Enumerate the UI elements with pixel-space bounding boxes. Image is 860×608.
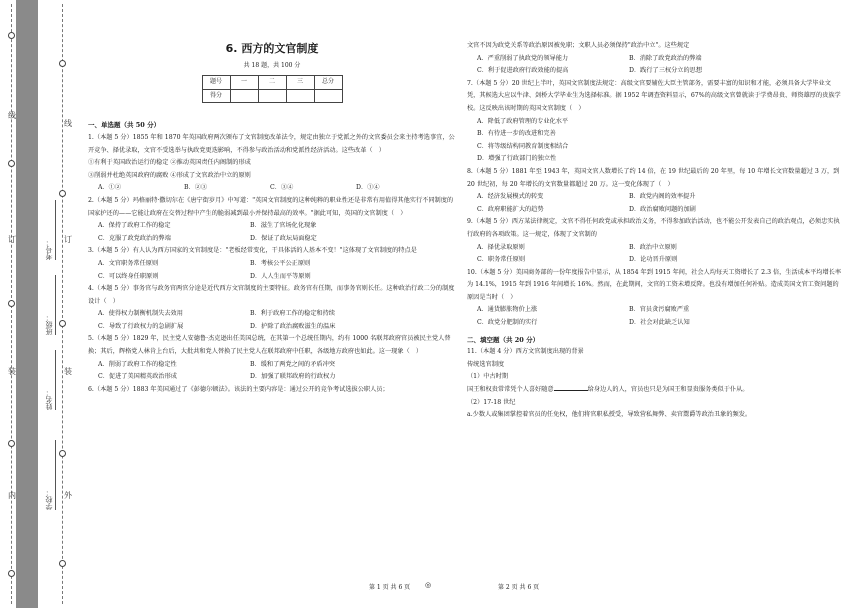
seal-char: 装 — [64, 367, 72, 376]
option-a[interactable]: A．经济发展模式的转变 — [477, 193, 544, 201]
section-heading: 二、填空题（共 20 分） — [467, 335, 540, 344]
option-d[interactable]: D．增强了行政部门的独立性 — [477, 155, 557, 163]
option-d[interactable]: D．加强了联邦政府的行政权力 — [250, 373, 336, 381]
question-line: 传统选官制度 — [467, 360, 505, 368]
page-number-right: 第 2 页 共 6 页 — [498, 584, 540, 591]
option-d[interactable]: D．人人生而平等原则 — [250, 272, 311, 280]
option-b[interactable]: B．政治中立原则 — [629, 243, 677, 251]
page-number-left: 第 1 页 共 6 页 — [369, 584, 411, 591]
exam-number-field[interactable]: 考号： — [44, 200, 56, 260]
question-6-continued: 文官不因为政党关系等政治原因被免职；文职人员必须保持"政治中立"。这些规定 — [467, 42, 690, 49]
binding-hole-icon — [8, 300, 15, 307]
section-heading: 一、单选题（共 50 分） — [88, 121, 161, 130]
option-a[interactable]: A．文官职务常任原则 — [98, 259, 159, 267]
binding-gray-strip — [16, 0, 38, 608]
option-a[interactable]: A．保持了政府工作的稳定 — [98, 222, 171, 230]
name-field[interactable]: 姓名： — [44, 350, 56, 410]
option-c[interactable]: C．可以终身任职原则 — [98, 272, 159, 280]
option-b[interactable]: B．考核公平公正原则 — [250, 259, 311, 267]
option-b[interactable]: B．②③ — [184, 184, 208, 192]
option-d[interactable]: D．①④ — [356, 184, 380, 192]
score-table-header: 总分 — [314, 76, 342, 90]
score-cell[interactable] — [230, 89, 258, 103]
binding-hole-icon — [59, 320, 66, 327]
fill-blank[interactable] — [554, 390, 588, 391]
line-text: 给身边人的人，官员也只是为国王和显贵服务类似于仆从。 — [587, 386, 749, 394]
option-a[interactable]: A．通货膨胀物价上涨 — [477, 306, 538, 314]
question-9 — [467, 216, 843, 266]
option-d[interactable]: D．保证了政坛局面稳定 — [250, 234, 317, 242]
seal-char: 订 — [8, 235, 16, 244]
question-stem: 11.（本题 4 分）西方文官制度出现的背景 — [467, 348, 584, 356]
question-2 — [88, 195, 456, 245]
question-stem: 8.（本题 5 分）1881 年至 1943 年，英国文官人数增长了约 14 倍，在 19 世纪最后的 20 年里，每 10 年增长文官数量超过 3 万，到 20 世纪初，每 20 年增长的文官数量都超过 20 万。这一变化体现了（ ） — [467, 167, 840, 188]
question-line: a.少数人或集团掌控着官员的任免权，他们将官职私授受，导致营私舞弊、卖官鬻爵等政治丑象的频发。 — [467, 411, 752, 419]
page-subtitle: 共 18 题，共 100 分 — [243, 61, 301, 69]
option-b[interactable]: B．消除了政党政治的弊端 — [629, 54, 702, 62]
option-a[interactable]: A．①② — [98, 184, 122, 192]
binding-hole-icon — [59, 60, 66, 67]
option-c[interactable]: C．导致了行政权力的急剧扩展 — [98, 322, 184, 330]
page-title: 6. 西方的文官制度 — [225, 42, 319, 55]
question-stem: 5.（本题 5 分）1829 年，民主党人安德鲁·杰克逊出任美国总统，在其第一个总统任期内，约有 1000 名联邦政府官员被民主党人替换；其后，辉格党人林肯上台后，大批共和党人替换了民主党人在联邦政府中任职，各级地方政府也如此。这一现象（ ） — [88, 335, 451, 356]
seal-char: 线 — [8, 111, 16, 120]
question-10 — [467, 267, 843, 330]
score-table-header: 二 — [258, 76, 286, 90]
question-1 — [88, 132, 456, 195]
seal-char: 订 — [64, 235, 72, 244]
score-cell[interactable] — [258, 89, 286, 103]
question-stem: 3.（本题 5 分）有人认为西方国家的文官制度是："老板经常变化，干具体活的人基本不变！"这体现了文官制度的特点是 — [88, 247, 417, 255]
option-c[interactable]: C．③④ — [270, 184, 294, 192]
center-mark-icon: ◎ — [425, 581, 432, 589]
option-b[interactable]: B．利于政府工作的稳定和持续 — [250, 310, 335, 318]
option-d[interactable]: D．政治腐败问题的加剧 — [629, 205, 696, 213]
question-stem: 1.（本题 5 分）1855 年和 1870 年英国政府两次颁布了文官制度改革法令，规定由独立于党派之外的文官委员会来主持考选事宜，公开竞争、择优录取，文官不受选举与执政党更迭影响，不得参与政治活动和党派性经济活动。这些改革（ ） — [88, 133, 455, 154]
question-8 — [467, 166, 843, 216]
option-b[interactable]: B．政党内阁的效率提升 — [629, 193, 696, 201]
score-cell[interactable] — [314, 89, 342, 103]
class-field[interactable]: 班级： — [44, 275, 56, 335]
seal-char: 内 — [8, 491, 16, 500]
question-stem: 7.（本题 5 分）20 世纪上半叶，英国文官制度法规定：高级文官要辅佐大臣主管部务，需要丰富的知识和才能，必须具备大学毕业文凭，其候选大应以牛津、剑桥大学毕业生为选择标准。据 1952 年调查资料显示，67%的高级文官曾就读于学费昂贵、师资雄厚的贵族学校。这反映出该时期的英国文官制度（ ） — [467, 79, 841, 112]
binding-hole-icon — [8, 32, 15, 39]
option-b[interactable]: B．有待进一步的改进和完善 — [477, 130, 556, 138]
question-4 — [88, 283, 456, 333]
score-table — [202, 75, 343, 103]
score-table-header: 三 — [286, 76, 314, 90]
page-1-column — [88, 40, 456, 396]
option-d[interactable]: D．护除了政治腐败滋生的温床 — [250, 322, 336, 330]
option-b[interactable]: B．官员贪污腐败严重 — [629, 306, 690, 314]
option-c[interactable]: C．政党分肥制的实行 — [477, 319, 538, 327]
score-table-header: 题号 — [202, 76, 230, 90]
option-a[interactable]: A．严重削弱了执政党的领导能力 — [477, 54, 569, 62]
option-c[interactable]: C．克服了政党政治的弊端 — [98, 234, 171, 242]
question-5 — [88, 333, 456, 383]
question-line: （1）中古时期 — [467, 373, 509, 381]
binding-hole-icon — [59, 190, 66, 197]
line-text: 国王和权贵常常凭个人喜好随意 — [467, 386, 554, 394]
option-d[interactable]: D．论功晋升原则 — [629, 256, 678, 264]
seal-char: 线 — [64, 119, 72, 128]
option-c[interactable]: C．利于促进政府行政效能的提高 — [477, 67, 569, 75]
page-2-column — [467, 40, 843, 422]
option-a[interactable]: A．择优录取原则 — [477, 243, 525, 251]
option-a[interactable]: A．降低了政府管理的专业化水平 — [477, 117, 569, 125]
question-stem: 4.（本题 5 分）事务官与政务官两官分途是近代西方文官制度的主要特征。政务官有任期，而事务官则长任。这种政治行政二分的制度设计（ ） — [88, 285, 455, 305]
question-6-stem: 6.（本题 5 分）1883 年美国通过了《彭德尔顿法》。该法的主要内容是：通过公开的竞争考试选拔公职人员； — [88, 385, 389, 393]
question-11 — [467, 346, 843, 422]
question-stem: 2.（本题 5 分）玛格丽特·撒切尔在《唐宁街岁月》中写道："英国文官制度的这种纯粹的职业性还是非常有用值得其他实行不同制度的国家护还的——它能让政府在交替过程中产生的脆弱减到最小并保持最高的效率。"据此可知，英国的文官制度（ ） — [88, 196, 454, 217]
option-c[interactable]: C．促进了美国精英政治形成 — [98, 373, 177, 381]
option-a[interactable]: A．使得权力制衡机制失去效用 — [98, 310, 183, 318]
question-3 — [88, 245, 456, 283]
score-cell[interactable] — [286, 89, 314, 103]
question-stem: 9.（本题 5 分）西方某法律规定，文官不得任何政党或承担政治义务，不得参加政治活动，也不能公开发表自己的政治观点，必须忠实执行政府的各项政策。这一规定，体现了文官制的 — [467, 218, 840, 238]
question-7 — [467, 78, 843, 166]
option-b[interactable]: B．缓和了两党之间的矛盾冲突 — [250, 360, 335, 368]
option-d[interactable]: D．社会对此缺乏认知 — [629, 319, 690, 327]
question-line: （2）17-18 世纪 — [467, 398, 516, 406]
option-b[interactable]: B．滋生了官场化化现象 — [250, 222, 317, 230]
option-c[interactable]: C．职务常任原则 — [477, 256, 526, 264]
binding-hole-icon — [8, 160, 15, 167]
question-statement: ①有利于英国政治运行的稳定 ②推动英国责任内阁制的形成 — [88, 159, 251, 167]
score-table-header: 一 — [230, 76, 258, 90]
binding-hole-icon — [8, 570, 15, 577]
binding-hole-icon — [59, 560, 66, 567]
option-a[interactable]: A．削弱了政府工作的稳定性 — [98, 360, 177, 368]
score-row-label: 得分 — [202, 89, 230, 103]
school-field[interactable]: 学校： — [44, 440, 56, 510]
seal-char: 外 — [64, 491, 72, 500]
inner-dashed-line — [62, 4, 63, 604]
option-c[interactable]: C．将等级结构同教育制度相结合 — [477, 142, 569, 150]
seal-char: 装 — [8, 367, 16, 376]
binding-margin — [0, 0, 82, 608]
binding-hole-icon — [8, 440, 15, 447]
binding-hole-icon — [59, 450, 66, 457]
option-d[interactable]: D．践行了三权分立的思想 — [629, 67, 703, 75]
question-statement: ③削弱并杜绝英国政府的腐败 ④形成了文官政治中立的原则 — [88, 171, 251, 179]
question-stem: 10.（本题 5 分）美国商务部的一份年度报告中显示，从 1854 年到 1915 年间，社会人均每天工资增长了 2.3 倍，生活成本平均增长率为 14.1%，1915 年到 1916 年间增长 16%。然而，在此期间，文官的工资未增反降。也没有增加任何补贴。造成美国文官工资问题的原因是当时（ ） — [467, 268, 842, 301]
question-line — [467, 384, 843, 397]
option-c[interactable]: C．政府职能扩大的趋势 — [477, 205, 544, 213]
